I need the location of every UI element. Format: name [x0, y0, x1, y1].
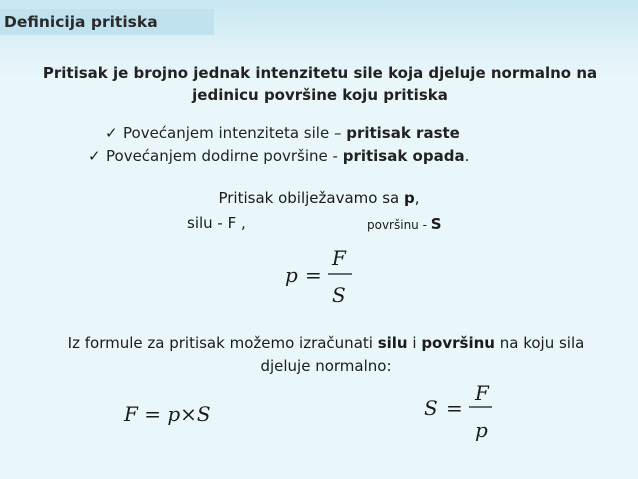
bullet-strong: pritisak raste [346, 124, 460, 142]
area-text: površinu - [367, 218, 431, 232]
para-text-mid: i [407, 334, 422, 352]
para-strong-force: silu [377, 334, 408, 352]
bullet-text: Povećanjem intenziteta sile – [123, 124, 347, 142]
formula-lhs: S [424, 396, 438, 420]
symbol-text: Pritisak obilježavamo sa [218, 189, 404, 207]
formula-numerator: F [332, 246, 346, 270]
symbol-line-force: silu - F , [187, 214, 246, 232]
bullet-text: Povećanjem dodirne površine - [106, 147, 343, 165]
symbol-tail: , [414, 189, 420, 207]
pressure-formula [283, 243, 363, 308]
formula-numerator: F [475, 385, 489, 405]
bullet-item-1 [105, 123, 460, 143]
area-symbol: S [430, 215, 442, 233]
checkmark-icon: ✓ [88, 147, 101, 165]
symbol-line-pressure [0, 188, 638, 208]
formula-denominator: S [332, 283, 346, 307]
force-formula: F = p×S [124, 402, 211, 426]
bullet-item-2 [88, 146, 469, 166]
para-text-1: Iz formule za pritisak možemo izračunati [67, 334, 378, 352]
derivation-paragraph [46, 332, 606, 378]
definition-text: Pritisak je brojno jednak intenzitetu sile koja djeluje normalno na jedinicu površine koju pritiska [42, 64, 598, 104]
symbol-line-area [367, 214, 442, 235]
pressure-symbol: p [404, 189, 415, 207]
formula-eq: = [446, 396, 463, 420]
area-formula [422, 385, 502, 450]
bullet-strong: pritisak opada [342, 147, 465, 165]
formula-eq: = [305, 263, 322, 287]
slide-title: Definicija pritiska [4, 13, 158, 31]
formula-denominator: p [475, 418, 488, 442]
para-text-2: na koju sila djeluje normalno: [260, 334, 585, 375]
para-strong-area: površinu [421, 334, 495, 352]
checkmark-icon: ✓ [105, 124, 118, 142]
formula-lhs: p [285, 263, 298, 287]
bullet-tail: . [464, 147, 470, 165]
